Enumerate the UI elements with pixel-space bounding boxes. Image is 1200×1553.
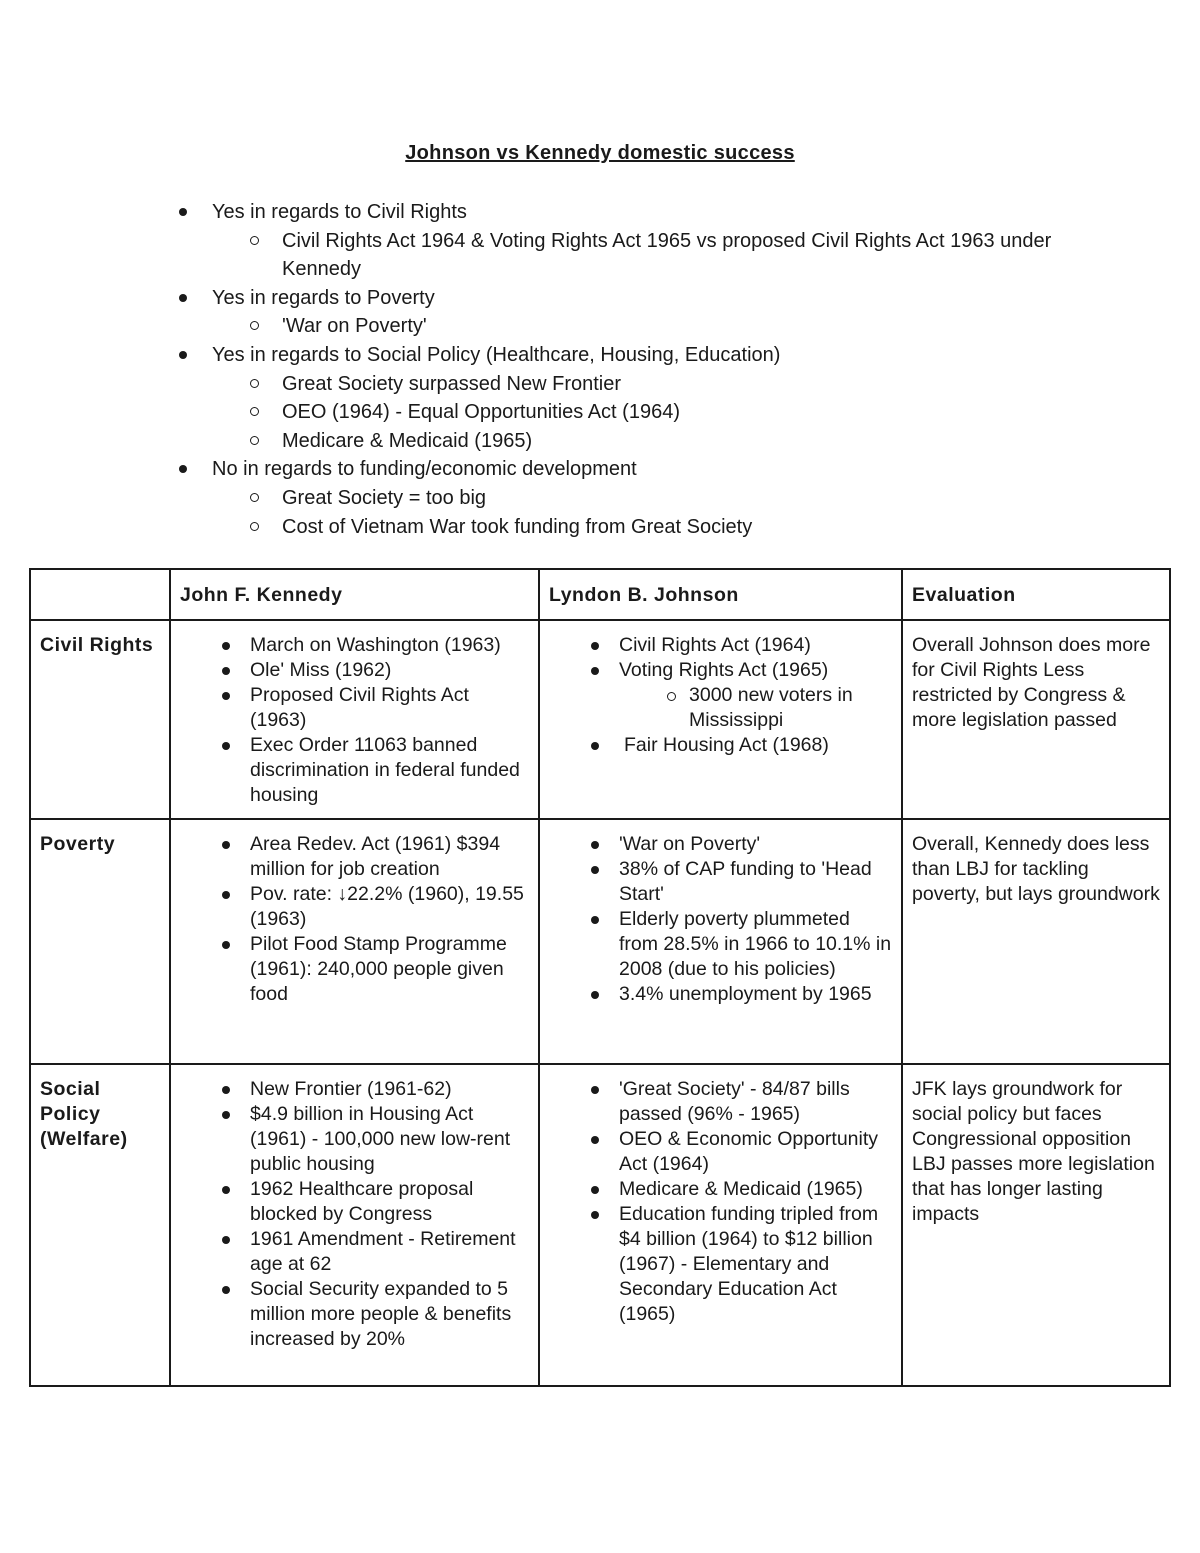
list-item: 1962 Healthcare proposal blocked by Congress — [180, 1177, 530, 1227]
outline-subitem: 'War on Poverty' — [176, 312, 1076, 341]
evaluation-cell: Overall Johnson does more for Civil Rights Less restricted by Congress & more legislation passed — [902, 620, 1170, 819]
header-evaluation: Evaluation — [902, 569, 1170, 620]
list-item: Elderly poverty plummeted from 28.5% in 1966 to 10.1% in 2008 (due to his policies) — [549, 907, 893, 982]
list-item: OEO & Economic Opportunity Act (1964) — [549, 1127, 893, 1177]
table-row — [30, 819, 1170, 1064]
comparison-table — [29, 568, 1171, 1387]
list-item: Ole' Miss (1962) — [180, 658, 530, 683]
johnson-cell — [539, 620, 902, 819]
outline-subitem: Civil Rights Act 1964 & Voting Rights Act 1965 vs proposed Civil Rights Act 1963 under Kennedy — [176, 227, 1052, 284]
summary-outline — [176, 198, 1076, 541]
outline-subitem: Great Society = too big — [176, 484, 1076, 513]
list-item: New Frontier (1961-62) — [180, 1077, 530, 1102]
list-item: Area Redev. Act (1961) $394 million for job creation — [180, 832, 530, 882]
table-row — [30, 620, 1170, 819]
johnson-cell — [539, 819, 902, 1064]
row-label-social-policy: Social Policy (Welfare) — [30, 1064, 170, 1386]
list-item: Fair Housing Act (1968) — [549, 733, 893, 758]
kennedy-cell — [170, 620, 539, 819]
row-label-poverty: Poverty — [30, 819, 170, 1064]
list-item: 38% of CAP funding to 'Head Start' — [549, 857, 893, 907]
list-item: Social Security expanded to 5 million more people & benefits increased by 20% — [180, 1277, 530, 1352]
page-title: Johnson vs Kennedy domestic success — [405, 142, 795, 164]
list-item: 3.4% unemployment by 1965 — [549, 982, 893, 1007]
outline-item: Yes in regards to Social Policy (Healthcare, Housing, Education) — [176, 341, 1076, 370]
outline-subitem: OEO (1964) - Equal Opportunities Act (1964) — [176, 398, 1076, 427]
kennedy-cell — [170, 1064, 539, 1386]
list-item: Medicare & Medicaid (1965) — [549, 1177, 893, 1202]
table-row — [30, 1064, 1170, 1386]
header-johnson: Lyndon B. Johnson — [539, 569, 902, 620]
evaluation-cell: Overall, Kennedy does less than LBJ for tackling poverty, but lays groundwork — [902, 819, 1170, 1064]
list-item: Voting Rights Act (1965) — [549, 658, 893, 683]
outline-item: No in regards to funding/economic development — [176, 455, 1076, 484]
outline-subitem: Great Society surpassed New Frontier — [176, 370, 1076, 399]
kennedy-cell — [170, 819, 539, 1064]
outline-subitem: Cost of Vietnam War took funding from Great Society — [176, 513, 1076, 542]
header-kennedy: John F. Kennedy — [170, 569, 539, 620]
list-item: $4.9 billion in Housing Act (1961) - 100,000 new low-rent public housing — [180, 1102, 530, 1177]
header-cell-empty — [30, 569, 170, 620]
list-item: Pov. rate: ↓22.2% (1960), 19.55 (1963) — [180, 882, 530, 932]
list-item: 'Great Society' - 84/87 bills passed (96% - 1965) — [549, 1077, 893, 1127]
list-item: Proposed Civil Rights Act (1963) — [180, 683, 530, 733]
outline-item: Yes in regards to Poverty — [176, 284, 1076, 313]
list-item: March on Washington (1963) — [180, 633, 530, 658]
evaluation-cell: JFK lays groundwork for social policy but faces Congressional opposition LBJ passes more legislation that has longer lasting impacts — [902, 1064, 1170, 1386]
list-subitem: 3000 new voters in Mississippi — [619, 683, 893, 733]
list-item: 'War on Poverty' — [549, 832, 893, 857]
outline-item: Yes in regards to Civil Rights — [176, 198, 1076, 227]
row-label-civil-rights: Civil Rights — [30, 620, 170, 819]
outline-subitem: Medicare & Medicaid (1965) — [176, 427, 1076, 456]
johnson-cell — [539, 1064, 902, 1386]
list-item: Education funding tripled from $4 billion (1964) to $12 billion (1967) - Elementary and Secondary Education Act (1965) — [549, 1202, 893, 1327]
list-item: 1961 Amendment - Retirement age at 62 — [180, 1227, 530, 1277]
list-item: Exec Order 11063 banned discrimination in federal funded housing — [180, 733, 530, 808]
table-header-row — [30, 569, 1170, 620]
list-item: Pilot Food Stamp Programme (1961): 240,000 people given food — [180, 932, 530, 1007]
list-item: Civil Rights Act (1964) — [549, 633, 893, 658]
